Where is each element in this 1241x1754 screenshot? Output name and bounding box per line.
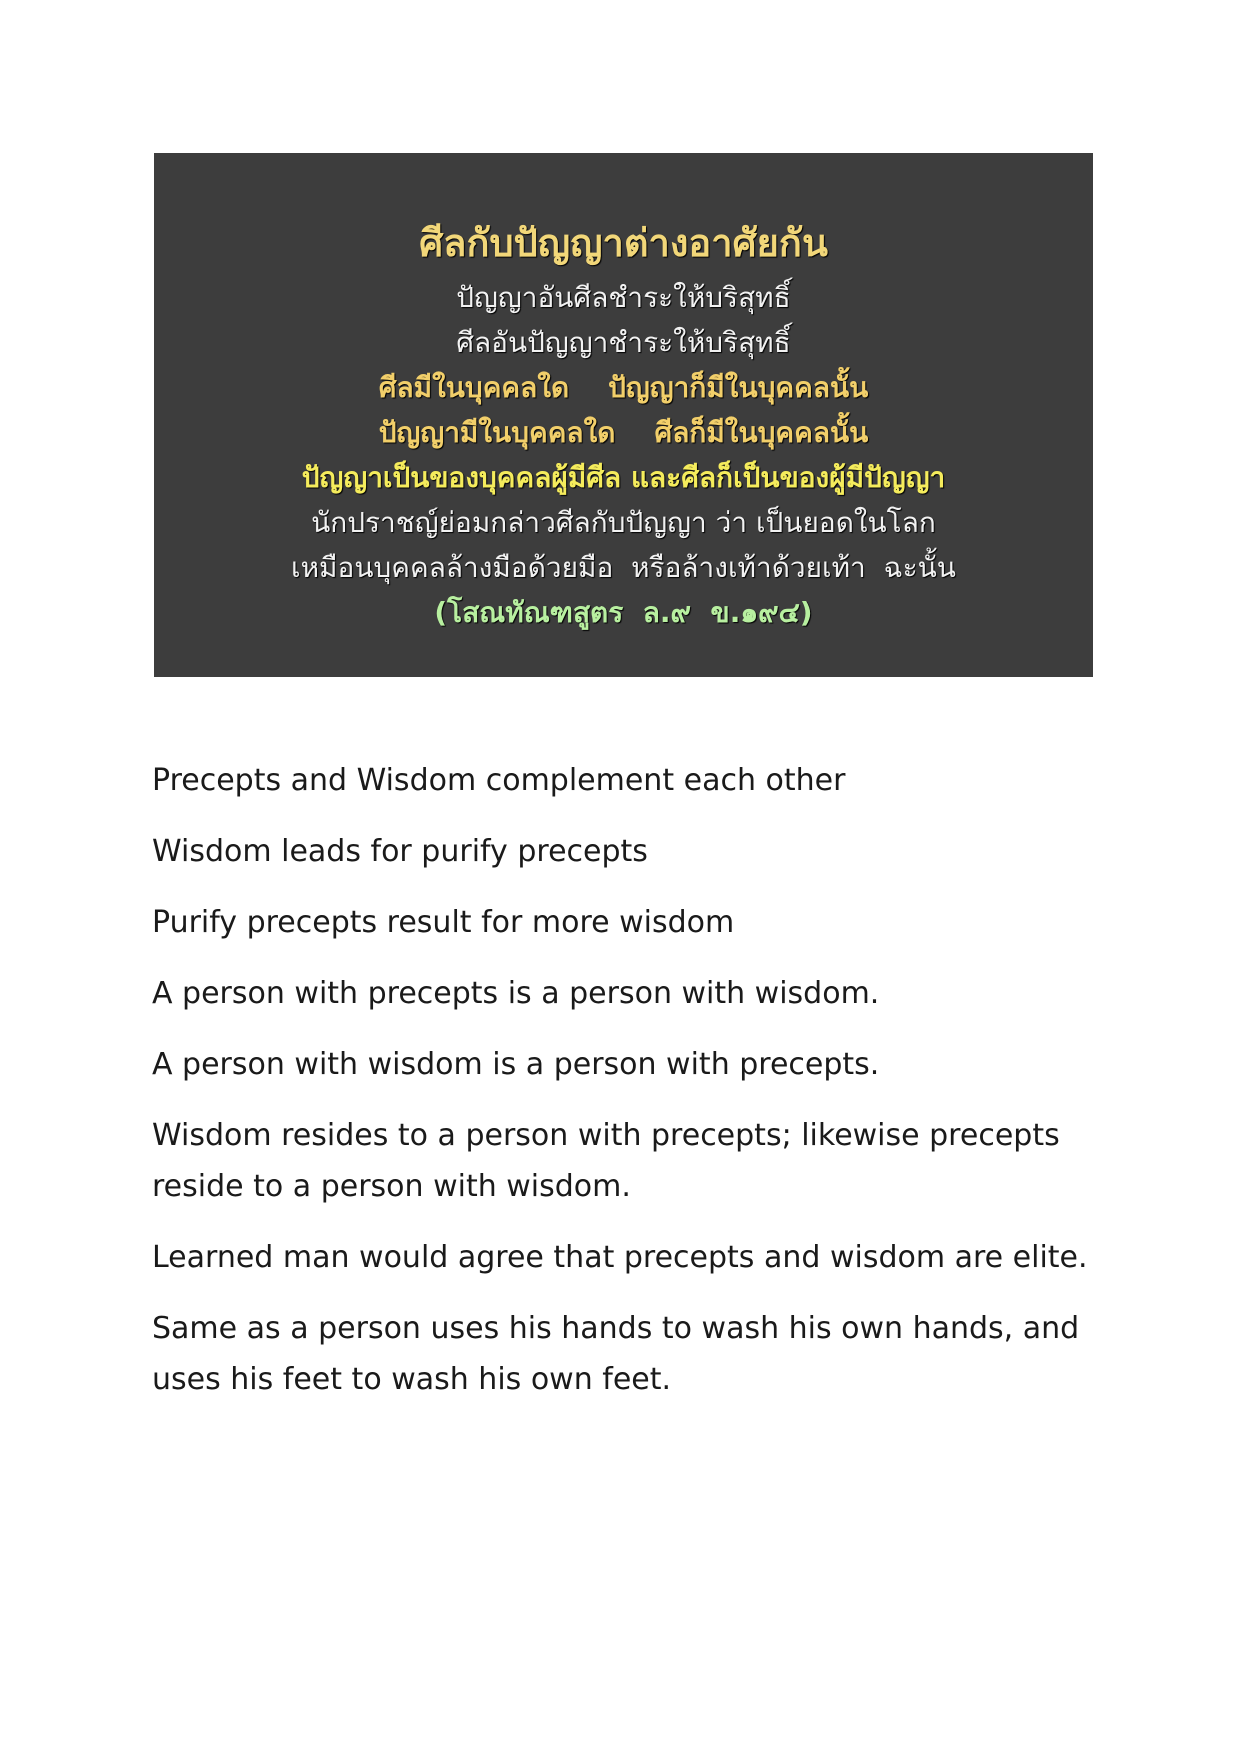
slide-title: ศีลกับปัญญาต่างอาศัยกัน xyxy=(419,221,828,265)
slide-line-7: เหมือนบุคคลล้างมือด้วยมือ หรือล้างเท้าด้วยเท้า ฉะนั้น xyxy=(291,551,956,584)
paragraph: Wisdom resides to a person with precepts; likewise precepts reside to a person with wisdom. xyxy=(152,1118,1060,1204)
slide-line-4: ปัญญามีในบุคคลใด ศีลก็มีในบุคคลนั้น xyxy=(378,416,869,449)
paragraph: Purify precepts result for more wisdom xyxy=(152,905,735,940)
paragraph: Learned man would agree that precepts and wisdom are elite. xyxy=(152,1240,1088,1275)
translation-text xyxy=(152,755,1092,1425)
slide-line-1: ปัญญาอันศีลชำระให้บริสุทธิ์ xyxy=(456,281,791,314)
slide-reference: (โสณทัณฑสูตร ล.๙ ข.๑๙๔) xyxy=(434,596,813,629)
paragraph: Wisdom leads for purify precepts xyxy=(152,834,648,869)
slide-image xyxy=(154,153,1093,677)
slide-line-3: ศีลมีในบุคคลใด ปัญญาก็มีในบุคคลนั้น xyxy=(378,371,869,404)
paragraph: Same as a person uses his hands to wash his own hands, and uses his feet to wash his own feet. xyxy=(152,1311,1080,1397)
slide-line-6: นักปราชญ์ย่อมกล่าวศีลกับปัญญา ว่า เป็นยอดในโลก xyxy=(311,506,936,539)
paragraph: A person with precepts is a person with wisdom. xyxy=(152,976,880,1011)
paragraph: A person with wisdom is a person with precepts. xyxy=(152,1047,880,1082)
paragraph: Precepts and Wisdom complement each other xyxy=(152,763,846,798)
slide-line-2: ศีลอันปัญญาชำระให้บริสุทธิ์ xyxy=(456,326,791,359)
slide-line-5: ปัญญาเป็นของบุคคลผู้มีศีล และศีลก็เป็นของผู้มีปัญญา xyxy=(301,461,946,494)
